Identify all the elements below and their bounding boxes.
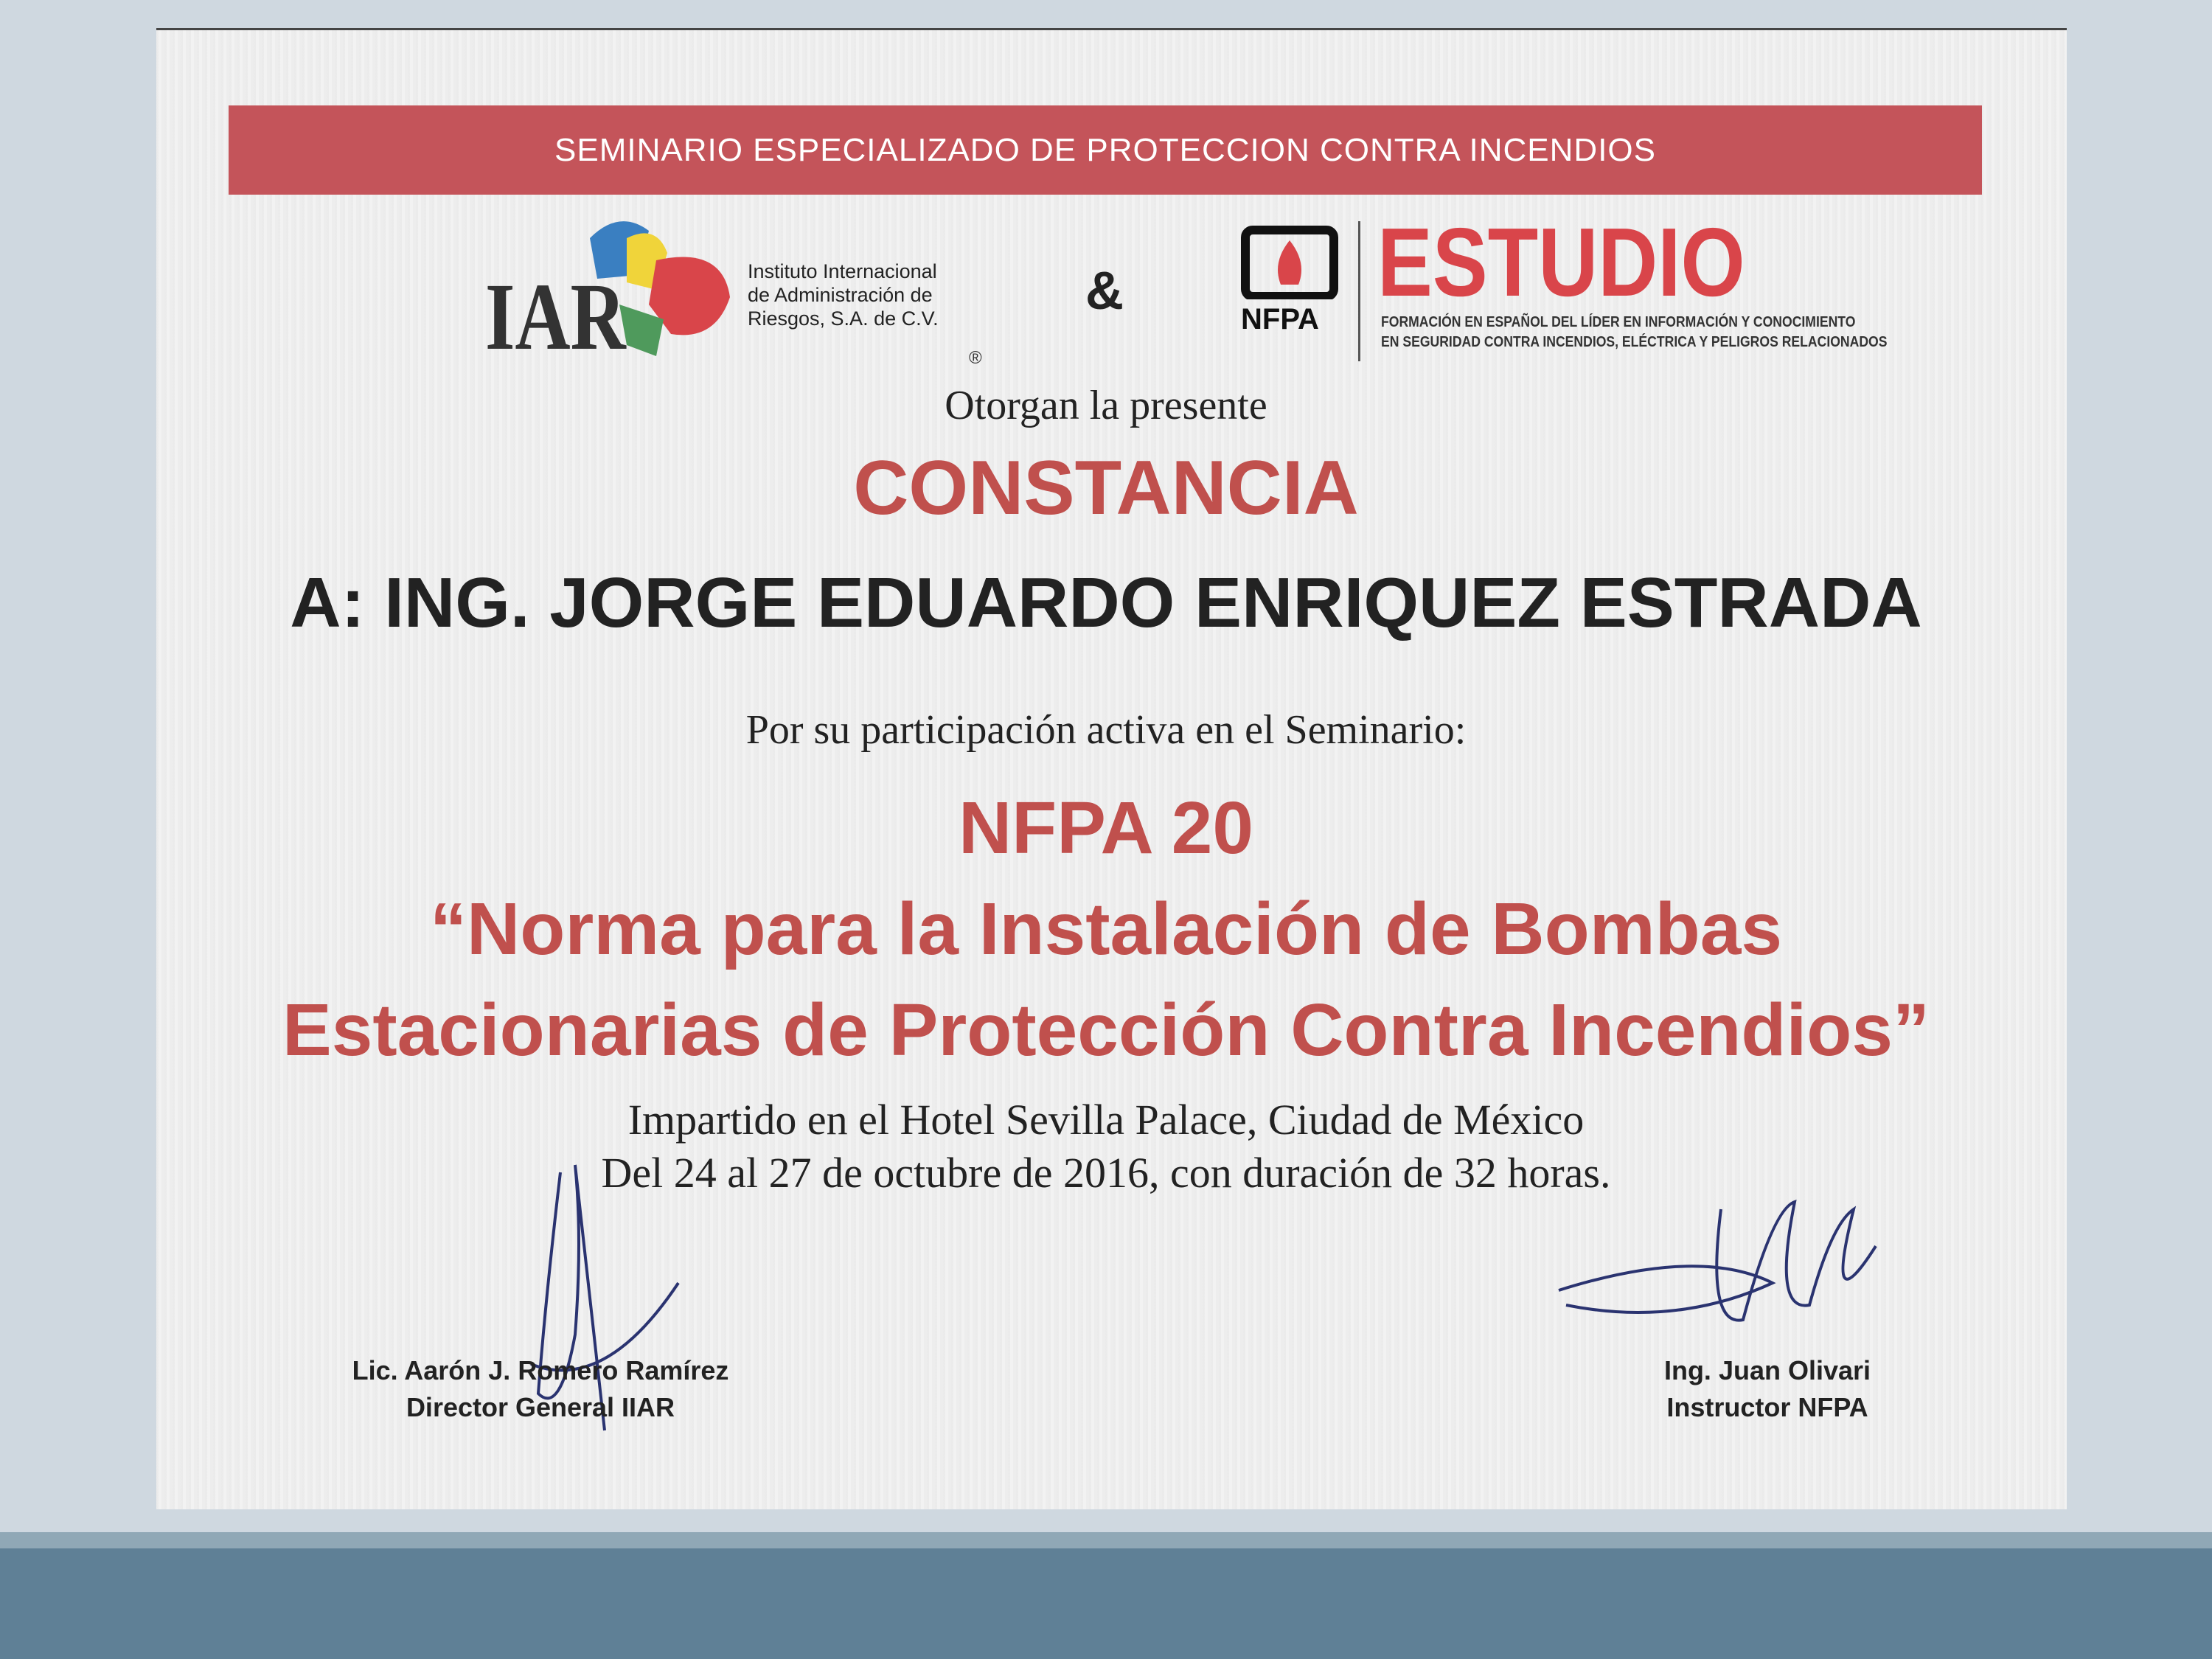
iiar-line: Instituto Internacional <box>748 260 937 282</box>
estudio-title: ESTUDIO <box>1377 208 1745 316</box>
tagline-line: FORMACIÓN EN ESPAÑOL DEL LÍDER EN INFORMACIÓN Y CONOCIMIENTO <box>1381 314 1856 330</box>
signatory-name: Lic. Aarón J. Romero Ramírez <box>352 1355 729 1385</box>
participation-text: Por su participación activa en el Seminario: <box>745 707 1467 753</box>
signatory-role: Director General IIAR <box>406 1392 675 1422</box>
svg-text:IAR: IAR <box>485 264 626 356</box>
dates-text: Del 24 al 27 de octubre de 2016, con duración de 32 horas. <box>601 1149 1611 1197</box>
signatory-left <box>282 1352 799 1426</box>
logo-divider <box>1358 221 1360 361</box>
seminar-title-line: “Norma para la Instalación de Bombas <box>430 888 1782 970</box>
estudio-tagline <box>1381 313 1887 352</box>
nfpa-flame-icon <box>1241 226 1340 299</box>
venue-text: Impartido en el Hotel Sevilla Palace, Ciudad de México <box>627 1096 1585 1144</box>
otorgan-text: Otorgan la presente <box>945 383 1267 428</box>
footer-band <box>0 1548 2212 1659</box>
signatory-right <box>1509 1352 2025 1426</box>
nfpa-logo-text: NFPA <box>1241 303 1319 335</box>
seminar-title-line: Estacionarias de Protección Contra Incendios” <box>282 989 1930 1071</box>
registered-mark: ® <box>969 348 982 368</box>
certificate-title: CONSTANCIA <box>853 445 1359 531</box>
footer-band-light <box>0 1532 2212 1548</box>
seminar-code: NFPA 20 <box>958 787 1254 869</box>
seminar-banner: SEMINARIO ESPECIALIZADO DE PROTECCION CONTRA INCENDIOS <box>229 105 1982 195</box>
signatory-name: Ing. Juan Olivari <box>1663 1355 1871 1385</box>
signatory-role: Instructor NFPA <box>1666 1392 1868 1422</box>
ampersand: & <box>1085 262 1124 321</box>
iiar-line: de Administración de <box>748 284 933 306</box>
iiar-name <box>748 260 939 330</box>
tagline-line: EN SEGURIDAD CONTRA INCENDIOS, ELÉCTRICA Y PELIGROS RELACIONADOS <box>1381 334 1888 350</box>
signature-right <box>1551 1180 1905 1364</box>
iiar-line: Riesgos, S.A. de C.V. <box>748 307 939 330</box>
recipient-name: A: ING. JORGE EDUARDO ENRIQUEZ ESTRADA <box>290 563 1922 642</box>
iiar-logo-icon <box>479 209 737 356</box>
